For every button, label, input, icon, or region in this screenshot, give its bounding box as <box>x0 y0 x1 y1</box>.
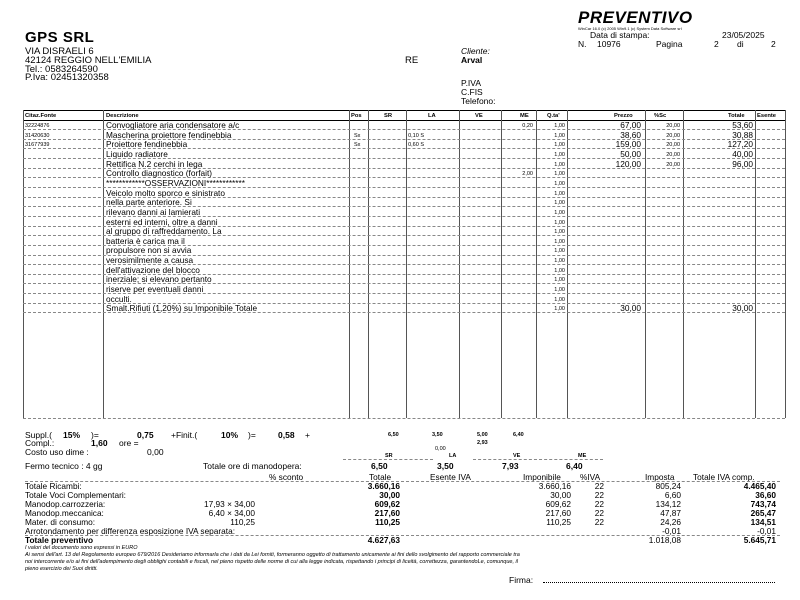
cell-desc: Liquido radiatore <box>106 148 168 159</box>
cell-sc: 20,00 <box>666 161 680 168</box>
cell-tot: 96,00 <box>732 158 753 169</box>
summary-head-totale-iva: Totale IVA comp. <box>693 472 755 482</box>
summary-iva: 22 <box>594 517 604 527</box>
supp-me: 6,40 <box>513 432 524 438</box>
costo-dime-value: 0,00 <box>147 447 164 457</box>
cell-sc: 20,00 <box>666 123 680 129</box>
table-row <box>23 169 785 178</box>
summary-extra: 6,40 × 34,00 <box>208 508 255 518</box>
page-number: 2 <box>714 39 719 49</box>
compl-value: 1,60 <box>91 438 108 448</box>
suppl-eq: )= <box>91 430 99 440</box>
labour-head-la: LA <box>449 453 457 459</box>
cell-desc: inerziale; si elevano pertanto <box>106 274 212 285</box>
cell-qta: 1,00 <box>554 200 565 207</box>
costo-dime-label: Costo uso dime : <box>25 447 89 457</box>
cell-desc: Convogliatore aria condensatore a/c <box>106 120 240 130</box>
cell-prezzo: 38,60 <box>620 129 641 140</box>
summary-totale: 110,25 <box>375 517 400 527</box>
finit-pct: 10% <box>221 430 239 440</box>
print-date-label: Data di stampa: <box>590 30 650 40</box>
labour-head-sr: SR <box>385 453 393 459</box>
finit-eq: )= <box>248 430 256 440</box>
cell-qta: 1,00 <box>554 190 565 197</box>
cell-desc: riserve per eventuali danni <box>106 284 204 295</box>
cell-qta: 1,00 <box>554 296 565 303</box>
cell-qta: 1,00 <box>554 306 565 313</box>
header-prezzo: Prezzo <box>614 113 633 119</box>
cell-desc: Rettifica N.2 cerchi in lega <box>106 158 203 169</box>
cell-desc: Controllo diagnostico (forfait) <box>106 168 213 179</box>
summary-label: Manodop.meccanica: <box>25 508 104 518</box>
doc-number: 10976 <box>597 39 621 49</box>
total-labour-label: Totale ore di manodopera: <box>203 461 302 471</box>
company-vat: P.Iva: 02451320358 <box>25 72 109 83</box>
finit-label: +Finit.( <box>171 430 198 440</box>
total-imposta: 1.018,08 <box>648 535 681 545</box>
cell-qta: 1,00 <box>554 287 565 294</box>
header-esente: Esente <box>757 113 777 119</box>
cell-prezzo: 159,00 <box>615 139 641 150</box>
cell-desc: Proiettore fendinebbia <box>106 139 188 150</box>
header-pos: Pos <box>351 113 362 119</box>
cell-desc: verosimilmente a causa <box>106 255 194 266</box>
header-me: ME <box>520 113 529 119</box>
summary-head-sconto: % sconto <box>269 472 304 482</box>
cell-code: 32224876 <box>25 123 50 129</box>
cell-qta: 1,00 <box>554 277 565 284</box>
cell-desc: dell'attivazione del blocco <box>106 264 200 275</box>
summary-extra: 110,25 <box>230 517 255 527</box>
summary-totale: 217,60 <box>374 508 400 518</box>
cell-qta: 1,00 <box>554 180 565 187</box>
cell-qta: 1,00 <box>554 229 565 236</box>
summary-row <box>25 490 780 499</box>
signature-label: Firma: <box>509 575 534 585</box>
table-row <box>23 227 785 236</box>
summary-tot-iva: 36,60 <box>755 490 776 500</box>
summary-label: Totale Voci Complementari: <box>25 490 126 500</box>
cell-sr: 0,60 S <box>408 142 424 149</box>
euro-note: I valori del documento sono espressi in EURO <box>25 545 138 551</box>
page-count: 2 <box>771 39 776 49</box>
client-cfis-label: C.FIS <box>461 87 483 97</box>
summary-imposta: 47,87 <box>660 508 681 518</box>
summary-row <box>25 499 780 508</box>
table-row <box>23 208 785 217</box>
table-row <box>23 304 785 313</box>
cell-qta: 1,00 <box>554 132 565 139</box>
cell-qta: 1,00 <box>554 219 565 226</box>
cell-pos: Sx <box>354 132 361 139</box>
software-note: WinCar 16.0 (c) 2005 Win9.1 (c) System Data Software srl <box>578 26 682 31</box>
rounding-imposta: -0,01 <box>662 526 681 536</box>
summary-imposta: 6,60 <box>664 490 681 500</box>
cell-tot: 53,60 <box>732 120 753 130</box>
cell-qta: 1,00 <box>554 142 565 149</box>
cell-me: 2,00 <box>522 171 533 178</box>
suppl-label: Suppl.( <box>25 430 52 440</box>
total-with-iva: 5.645,71 <box>743 535 776 545</box>
summary-head-imponibile: Imponibile <box>523 472 561 482</box>
labour-rule <box>343 459 433 460</box>
finit-plus: + <box>305 430 310 440</box>
compl-label: Compl.: <box>25 438 55 448</box>
cell-desc: Mascherina proiettore fendinebbia <box>106 129 232 140</box>
table-bottom-border <box>23 418 785 419</box>
summary-row <box>25 517 780 526</box>
header-code: Citaz.Fonte <box>25 113 57 119</box>
table-row <box>23 256 785 265</box>
cell-tot: 127,20 <box>727 139 753 150</box>
labour-ve: 7,93 <box>502 461 519 471</box>
cell-qta: 1,00 <box>554 258 565 265</box>
cell-me: 0,20 <box>522 123 533 129</box>
client-label: Cliente: <box>461 46 490 56</box>
cell-sc: 20,00 <box>666 132 680 139</box>
cell-sc: 20,00 <box>666 142 680 149</box>
print-date: 23/05/2025 <box>722 30 765 40</box>
header-la: LA <box>428 113 436 119</box>
doc-number-label: N. <box>578 39 587 49</box>
rounding-row <box>25 526 780 535</box>
labour-head-me: ME <box>578 453 587 459</box>
summary-imponibile: 30,00 <box>550 490 571 500</box>
cell-qta: 1,00 <box>554 248 565 255</box>
labour-sr: 6,50 <box>371 461 388 471</box>
labour-la: 3,50 <box>437 461 454 471</box>
supp-ve-2: 2,93 <box>477 440 488 446</box>
cell-qta: 1,00 <box>554 171 565 178</box>
cell-prezzo: 50,00 <box>620 148 641 159</box>
summary-head-esente: Esente IVA <box>430 472 471 482</box>
summary-imposta: 24,26 <box>660 517 681 527</box>
summary-totale: 30,00 <box>379 490 400 500</box>
labour-head-ve: VE <box>513 453 521 459</box>
compl-ore-label: ore = <box>119 438 139 448</box>
summary-imponibile: 3.660,16 <box>538 481 571 491</box>
cell-desc: Veicolo molto sporco e sinistrato <box>106 187 225 198</box>
table-row <box>23 121 785 130</box>
summary-label: Totale Ricambi: <box>25 481 82 491</box>
cell-desc: ************OSSERVAZIONI************ <box>106 177 245 188</box>
suppl-pct: 15% <box>63 430 81 440</box>
summary-totale: 609,62 <box>374 499 400 509</box>
cell-desc: batteria è carica ma il <box>106 235 185 246</box>
cell-code: 31420630 <box>25 132 50 139</box>
company-name: GPS SRL <box>25 29 95 46</box>
header-sconto: %Sc <box>654 113 667 119</box>
cell-desc: propulsore non si avvia <box>106 245 192 256</box>
summary-iva: 22 <box>594 508 604 518</box>
cell-qta: 1,00 <box>554 238 565 245</box>
header-qta: Q.ta' <box>547 113 560 119</box>
cell-prezzo: 30,00 <box>620 303 641 314</box>
finit-value: 0,58 <box>278 430 295 440</box>
cell-tot: 40,00 <box>732 148 753 159</box>
total-label: Totale preventivo <box>25 535 94 545</box>
summary-row <box>25 481 780 490</box>
summary-tot-iva: 134,51 <box>750 517 776 527</box>
summary-extra: 17,93 × 34,00 <box>204 499 255 509</box>
summary-tot-iva: 743,74 <box>750 499 776 509</box>
labour-me: 6,40 <box>566 461 583 471</box>
cell-desc: rilevano danni ai lamierati <box>106 206 201 217</box>
summary-totale: 3.660,16 <box>367 481 400 491</box>
cell-sc: 20,00 <box>666 151 680 158</box>
summary-imposta: 805,24 <box>655 481 681 491</box>
summary-imposta: 134,12 <box>655 499 681 509</box>
company-province: RE <box>405 55 419 66</box>
cell-qta: 1,00 <box>554 123 565 129</box>
document-title: PREVENTIVO <box>578 8 693 27</box>
total-totale: 4.627,63 <box>367 535 400 545</box>
fermo-tecnico: Fermo tecnico : 4 gg <box>25 461 103 471</box>
summary-tot-iva: 4.465,40 <box>743 481 776 491</box>
labour-la-top: 0,00 <box>435 446 446 452</box>
suppl-value: 0,75 <box>137 430 154 440</box>
cell-tot: 30,88 <box>732 129 753 140</box>
cell-sr: 0,10 S <box>408 132 424 139</box>
summary-imponibile: 609,62 <box>545 499 571 509</box>
client-name: Arval <box>461 55 483 65</box>
header-description: Descrizione <box>106 113 139 119</box>
supp-ve: 5,00 <box>477 432 488 438</box>
summary-label: Mater. di consumo: <box>25 517 96 527</box>
summary-imponibile: 217,60 <box>545 508 571 518</box>
signature-line <box>543 582 775 583</box>
supp-sr: 6,50 <box>388 432 399 438</box>
cell-desc: al gruppo di raffreddamento. La <box>106 226 222 237</box>
rounding-total: -0,01 <box>757 526 776 536</box>
page-of-label: di <box>737 39 744 49</box>
privacy-note: Ai sensi dell'art. 13 del Regolamento europeo 679/2016 Desideriamo informarla che i dati da Lei forniti, formeranno oggetto di trattamento unicamente ai fini dello svolgimento del rapporto commerciale tra noi intercorrente e/o ai fini dell'adempimento degli obblighi contabili e fiscali, nel pieno rispetto delle norme di cui alla legge indicata, rispettando i principi di liceità, correttezza, garantendoLe, comunque, il pieno esercizio dei Suoi diritti. <box>25 552 520 572</box>
summary-head-imposta: Imposta <box>645 472 675 482</box>
labour-rule <box>473 459 603 460</box>
cell-pos: Sx <box>354 142 361 149</box>
summary-label: Manodop.carrozzeria: <box>25 499 106 509</box>
summary-tot-iva: 265,47 <box>750 508 776 518</box>
cell-qta: 1,00 <box>554 209 565 216</box>
table-top-border <box>23 110 785 111</box>
total-row <box>25 535 780 544</box>
company-phone: Tel.: 0583264590 <box>25 64 98 75</box>
company-address: VIA DISRAELI 6 <box>25 46 94 57</box>
cell-desc: Smalt.Rifiuti (1,20%) su Imponibile Totale <box>106 303 258 314</box>
summary-header <box>25 472 780 481</box>
header-ve: VE <box>475 113 483 119</box>
cell-prezzo: 67,00 <box>620 120 641 130</box>
header-totale: Totale <box>728 113 745 119</box>
cell-qta: 1,00 <box>554 161 565 168</box>
col-divider <box>785 110 786 418</box>
table-row <box>23 179 785 188</box>
client-phone-label: Telefono: <box>461 96 496 106</box>
page-label: Pagina <box>656 39 683 49</box>
rounding-label: Arrotondamento per differenza esposizione IVA separata: <box>25 526 236 536</box>
summary-imponibile: 110,25 <box>546 517 571 527</box>
cell-qta: 1,00 <box>554 151 565 158</box>
table-row <box>23 198 785 207</box>
cell-desc: esterni ed interni, oltre a danni <box>106 216 218 227</box>
client-piva-label: P.IVA <box>461 78 482 88</box>
cell-desc: nella parte anteriore. Si <box>106 197 192 208</box>
summary-head-totale: Totale <box>369 472 392 482</box>
summary-iva: 22 <box>594 499 604 509</box>
summary-iva: 22 <box>594 481 604 491</box>
cell-code: 31677939 <box>25 142 50 149</box>
table-row <box>23 150 785 159</box>
cell-qta: 1,00 <box>554 267 565 274</box>
summary-iva: 22 <box>594 490 604 500</box>
summary-row <box>25 508 780 517</box>
cell-desc: occulti. <box>106 293 132 304</box>
cell-tot: 30,00 <box>732 303 753 314</box>
summary-head-iva: %IVA <box>580 472 601 482</box>
company-city: 42124 REGGIO NELL'EMILIA <box>25 55 152 66</box>
table-row <box>23 285 785 294</box>
cell-prezzo: 120,00 <box>615 158 641 169</box>
supp-la: 3,50 <box>432 432 443 438</box>
header-sr: SR <box>384 113 393 119</box>
